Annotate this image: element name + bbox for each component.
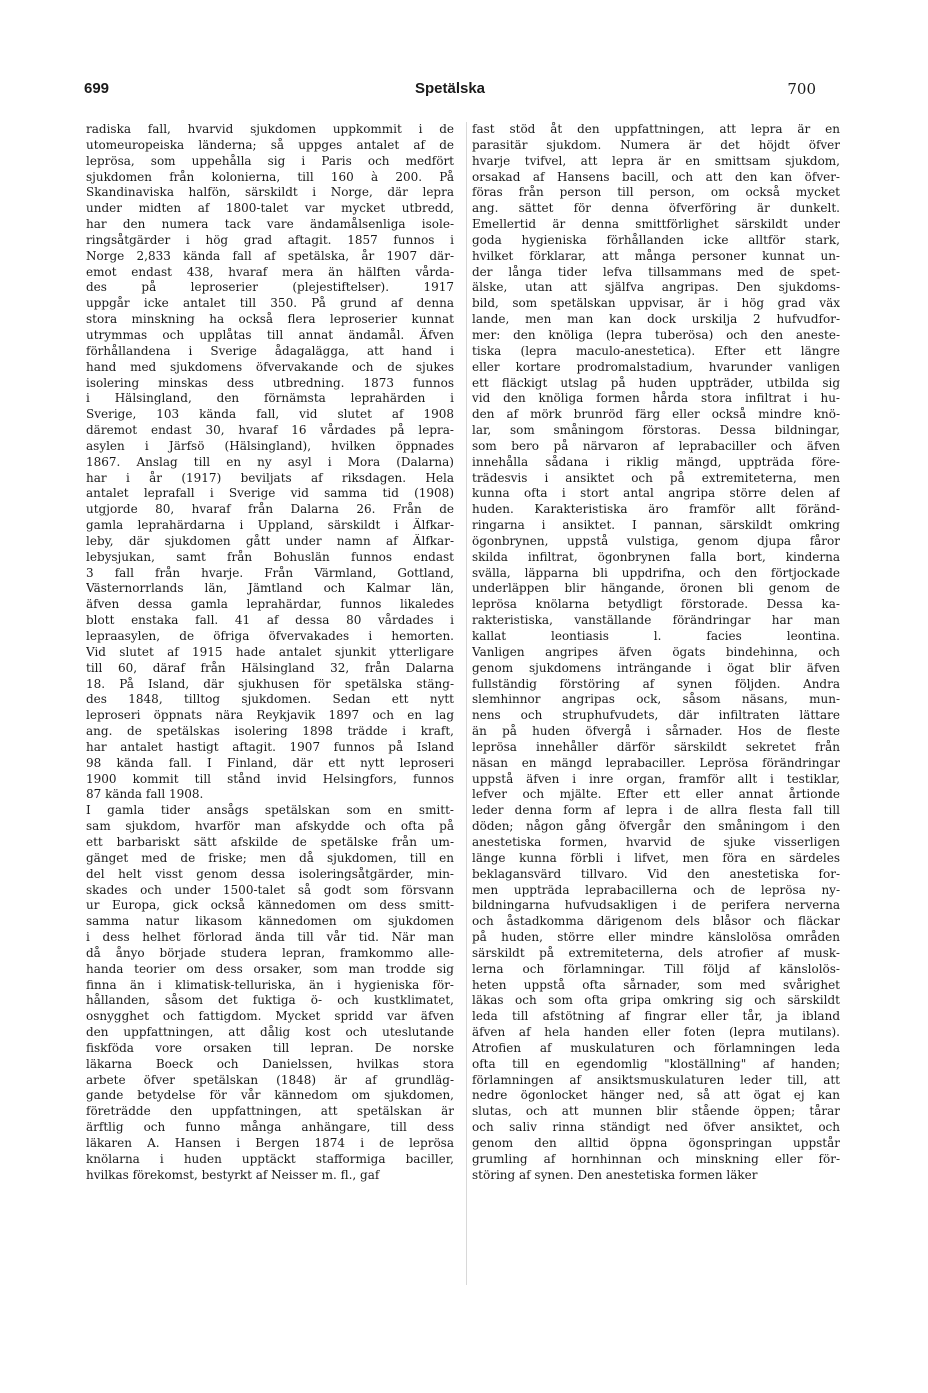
text-line: goda hygieniska förhållanden icke alltför stark, [472,232,840,247]
text-line: uppgår icke antalet till 350. På grund af denna [86,296,454,311]
text-line: ang. de spetälskas isolering 1898 trädde i kraft, [86,724,454,739]
text-line: ögonbrynen, uppstå vulstiga, genom djupa fåror [472,533,840,548]
text-line: läkaren A. Hansen i Bergen 1874 i de leprösa [86,1136,454,1150]
text-line: fast stöd åt den uppfattningen, att lepra är en [472,122,840,136]
text-line: bild, som spetälskan uppvisar, är i hög grad väx [472,296,840,311]
text-line: äfven af hela handen eller foten (lepra mutilans). [472,1025,840,1040]
text-line: Västernorrlands län, Jämtland och Kalmar län, [86,581,454,596]
text-line: än på huden öfvergå i sårnader. Hos de fleste [472,724,840,739]
text-line: och saliv rinna ständigt ned öfver ansiktet, och [472,1120,840,1135]
text-line: ur Europa, gick också kännedomen om dess smitt- [86,898,454,913]
text-line: den uppfattningen, att dålig kost och uteslutande [86,1025,454,1040]
text-line: ang. sättet för denna öfverföring är dunkelt. [472,201,840,216]
text-line: slutas, och att munnen blir stående öppen; tårar [472,1104,840,1119]
text-line: isolering minskas dess utbredning. 1873 funnos [86,375,454,390]
text-line: radiska fall, hvarvid sjukdomen uppkommit i de [86,122,454,136]
text-line: hvilkas förekomst, bestyrkt af Neisser m. fl., gaf [86,1167,380,1182]
text-line: läkarna Boeck och Danielssen, hvilkas stora [86,1056,454,1071]
text-line: emot endast 438, hvaraf mera än hälften vårda- [86,264,454,279]
text-line: hvarje tvifvel, att lepra är en smittsam sjukdom, [472,153,840,168]
page-number-left: 699 [84,80,110,97]
text-line: Atrofien af muskulaturen och förlamningen leda [472,1040,840,1055]
text-line: har den numera tack vare ändamålsenliga isole- [86,217,454,232]
text-line: äfven dessa gamla leprahärdar, funnos likaledes [86,597,454,612]
text-line: leda till afstötning af fingrar eller tår, ja ibland [472,1009,840,1024]
text-line: lebysjukan, samt från Bohuslän funnos endast [86,549,454,564]
text-line: beklagansvärd tillvaro. Vid den anestetiska for- [472,866,840,881]
text-line: hand med sjukdomens öfvervakande och de sjukes [86,359,454,374]
text-line: på huden, större eller mindre känslolösa områden [472,930,840,945]
text-line: blott enstaka fall. 41 af dessa 80 vårdades i [86,613,454,628]
text-line: 3 fall från hvarje. Från Värmland, Gottland, [86,565,454,580]
text-line: gamla leprahärdarna i Uppland, särskildt i Älfkar- [86,518,454,533]
text-line: länge kunna förbli i lifvet, men föra en särdeles [472,850,840,865]
text-line: heten uppstå ofta sårnader, som med svårighet [472,977,840,992]
text-line: ett fläckigt utslag på huden uppträder, utbilda sig [472,375,840,390]
left-column [86,122,454,1184]
text-line: knölarna i huden upptäckt stafformiga baciller, [86,1151,454,1166]
text-line: 87 kända fall 1908. [86,787,204,802]
text-line: der långa tider lefva tillsammans med de spet- [472,264,840,279]
text-line: grumling af hornhinnan och minskning eller för- [472,1151,840,1166]
text-line: fullständig förstöring af synen följden. Andra [472,676,840,691]
text-line: gande betydelse för vår kännedom om sjukdomen, [86,1088,454,1103]
text-line: bildningarna hufvudsakligen i de perifera nerverna [472,898,840,913]
text-line: Skandinaviska halfön, särskildt i Norge, där lepra [86,185,454,200]
text-line: handa teorier om dess orsaker, som man trodde sig [86,961,454,976]
right-column [472,122,840,1184]
text-line: företrädde den uppfattningen, att spetälskan är [86,1104,454,1119]
text-line: huden. Karakteristiska äro framför allt föränd- [472,502,840,517]
text-line: gänget med de friske; men då sjukdomen, till en [86,850,454,865]
text-line: leprösa, som uppehålla sig i Paris och medfört [86,153,454,168]
text-line: sam sjukdom, hvarför man afskydde och ofta på [86,819,454,834]
text-line: trädesvis i ansiktet och på extremiteterna, men [472,470,840,485]
text-line: 18. På Island, där sjukhusen för spetälska stäng- [86,676,454,691]
text-line: mer: den knöliga (lepra tuberösa) och den aneste- [472,327,840,342]
text-line: eller kortare prodromalstadium, hvarunder vanligen [472,359,840,374]
text-line: stora minskning ha också flera leproserier kunnat [86,312,454,327]
text-line: finna än i klimatisk-telluriska, än i hygieniska för- [86,977,454,992]
text-line: vid den knöliga formen hårda stora infiltrat i hu- [472,391,840,406]
text-line: under midten af 1800-talet var mycket utbredd, [86,201,454,216]
text-line: nedre ögonlocket hänger ned, så att ögat ej kan [472,1088,840,1103]
text-line: den af mörk brunröd färg eller också mindre knö- [472,407,840,422]
text-line: skades och under 1500-talet så godt som försvann [86,882,454,897]
text-line: 98 kända fall. I Finland, där ett nytt leproseri [86,755,454,770]
text-line: älske, utan att själfva angripas. Den sjukdoms- [472,280,840,295]
text-line: i dess helhet förlorad ända till vår tid. När man [86,930,454,945]
text-line: arbete öfver spetälskan (1848) är af grundläg- [86,1072,454,1087]
text-line: 1867. Anslag till en ny asyl i Mora (Dalarna) [86,454,454,469]
text-line: ringarna i ansiktet. I pannan, särskildt omkring [472,518,840,533]
text-line: har i år (1917) beviljats af riksdagen. Hela [86,470,454,485]
text-line: särskildt på extremiteterna, dels atrofier af musk- [472,945,840,960]
text-line: lepraasylen, de öfriga öfvervakades i hemorten. [86,629,454,643]
text-line: parasitär sjukdom. Numera är det höjdt öfver [472,137,840,152]
text-line: rakteristiska, vanställande förändringar har man [472,613,840,628]
text-line: som bero på närvaron af leprabaciller och äfven [472,438,840,453]
text-line: sjukdomen från kolonierna, till 160 à 200. På [86,169,454,184]
text-line: hvilket förklarar, att många personer kunnat un- [472,248,840,263]
text-line: Vanligen angripes äfven ögats bindehinna, och [472,644,840,659]
text-line: näsan en mängd leprabaciller. Leprösa förändringar [472,755,840,770]
text-line: i Hälsingland, den förnämsta leprahärden i [86,391,454,406]
text-line: ett barbariskt sätt afskilde de spetälske från um- [86,834,454,849]
text-line: förhållandena i Sverige ådagalägga, att hand i [86,343,454,358]
text-line: läkas och som ofta gripa omkring sig och särskildt [472,993,840,1008]
text-line: leby, där sjukdomen gått under namn af Älfkar- [86,533,454,548]
text-line: antalet leprafall i Sverige vid samma tid (1908) [86,486,454,501]
text-line: leder denna form af lepra i de allra flesta fall till [472,803,840,818]
text-line: lerna och förlamningar. Till följd af känslolös- [472,961,840,976]
text-line: orsakad af Hansens bacill, och att den kan öfver- [472,169,840,184]
running-title: Spetälska [414,80,486,97]
text-line: döden; någon gång öfvergår den småningom i den [472,819,840,834]
text-line: utgjorde 80, hvaraf från Dalarna 26. Från de [86,502,454,517]
text-line: och åstadkomma därigenom dels blåsor och fläckar [472,914,840,929]
column-divider [466,122,467,1285]
text-line: Norge 2,833 kända fall af spetälska, år 1907 där- [86,248,454,263]
text-line: lande, men man kan dock urskilja 2 hufvudfor- [472,312,840,327]
text-line: ärftlig och funno många anhängare, till dess [86,1120,454,1135]
text-line: kunna ofta i stort antal angripa större delen af [472,486,840,501]
text-line: utrymmas och upplåtas till annat ändamål. Äfven [86,327,454,342]
text-line: leprösa innehåller därför särskildt sekretet från [472,739,840,754]
text-line: leprösa knölarna betydligt förstorade. Dessa ka- [472,597,840,612]
text-line: osnygghet och fattigdom. Mycket spridd var äfven [86,1009,454,1024]
page-number-right: 700 [787,80,816,98]
text-line: Vid slutet af 1915 hade antalet sjunkit ytterligare [86,644,454,659]
text-line: samma natur likasom kännedomen om sjukdomen [86,914,454,929]
text-line: Emellertid är denna smittförlighet särskildt under [472,217,840,232]
text-line: genom den alltid öppna ögonspringan uppstår [472,1136,840,1150]
text-line: svälla, läpparna bli uppdrifna, och den förtjockade [472,565,840,580]
text-line: nens och struphufvudets, där infiltraten lättare [472,708,840,723]
text-line: anestetiska formen, hvarvid de sjuke visserligen [472,834,840,849]
text-line: leproseri öppnats nära Reykjavik 1897 och en lag [86,708,454,723]
text-line: ofta till en egendomlig "kloställning" af handen; [472,1056,840,1071]
text-line: däremot endast 30, hvaraf 16 vårdades på lepra- [86,423,454,438]
text-line: ringsåtgärder i hög grad aftagit. 1857 funnos i [86,232,454,247]
text-line: hållanden, såsom det fuktiga ö- och kustklimatet, [86,993,454,1008]
text-line: des på leproserier (plejestiftelser). 1917 [86,280,454,295]
text-line: des 1848, tilltog sjukdomen. Sedan ett nytt [86,692,454,707]
text-line: har antalet hastigt aftagit. 1907 funnos på Island [86,739,454,754]
text-line: föras från person till person, om också mycket [472,185,840,200]
text-line: asylen i Järfsö (Hälsingland), hvilken öppnades [86,438,454,453]
text-line: del helt visst genom dessa isoleringsåtgärder, min- [86,866,454,881]
text-line: fiskföda vore orsaken till lepran. De norske [86,1040,454,1055]
text-line: utomeuropeiska länderna; så uppges antalet af de [86,137,454,152]
text-line: lefver och mjälte. Efter ett eller annat årtionde [472,787,840,802]
text-line: 1900 kommit till stånd invid Helsingfors, funnos [86,771,454,786]
text-line: tiska (lepra maculo-anestetica). Efter ett längre [472,343,840,358]
text-line: skilda infiltrat, ögonbrynen falla bort, kinderna [472,549,840,564]
text-line: lar, som småningom förstoras. Dessa bildningar, [472,423,840,438]
text-line: till 60, däraf från Hälsingland 32, från Dalarna [86,660,454,675]
text-line: underläppen blir hängande, öronen bli genom de [472,581,840,596]
text-line: innehålla sådana i riklig mängd, uppträda före- [472,454,840,469]
text-line: I gamla tider ansågs spetälskan som en smitt- [86,803,454,818]
text-line: slemhinnor angripas ock, såsom näsans, mun- [472,692,840,707]
text-line: störing af synen. Den anestetiska formen läker [472,1167,758,1182]
text-line: förlamningen af ansiktsmuskulaturen leder till, att [472,1072,840,1087]
text-line: uppstå äfven i inre organ, framför allt i testiklar, [472,771,840,786]
text-line: då ånyo började studera lepran, framkommo alle- [86,945,454,960]
text-line: Sverige, 103 kända fall, vid slutet af 1908 [86,407,454,422]
text-line: men uppträda leprabacillerna och de leprösa ny- [472,882,840,897]
page-header [84,80,816,104]
text-line: kallat leontiasis l. facies leontina. [472,629,840,643]
text-line: genom sjukdomens inträngande i ögat blir äfven [472,660,840,675]
